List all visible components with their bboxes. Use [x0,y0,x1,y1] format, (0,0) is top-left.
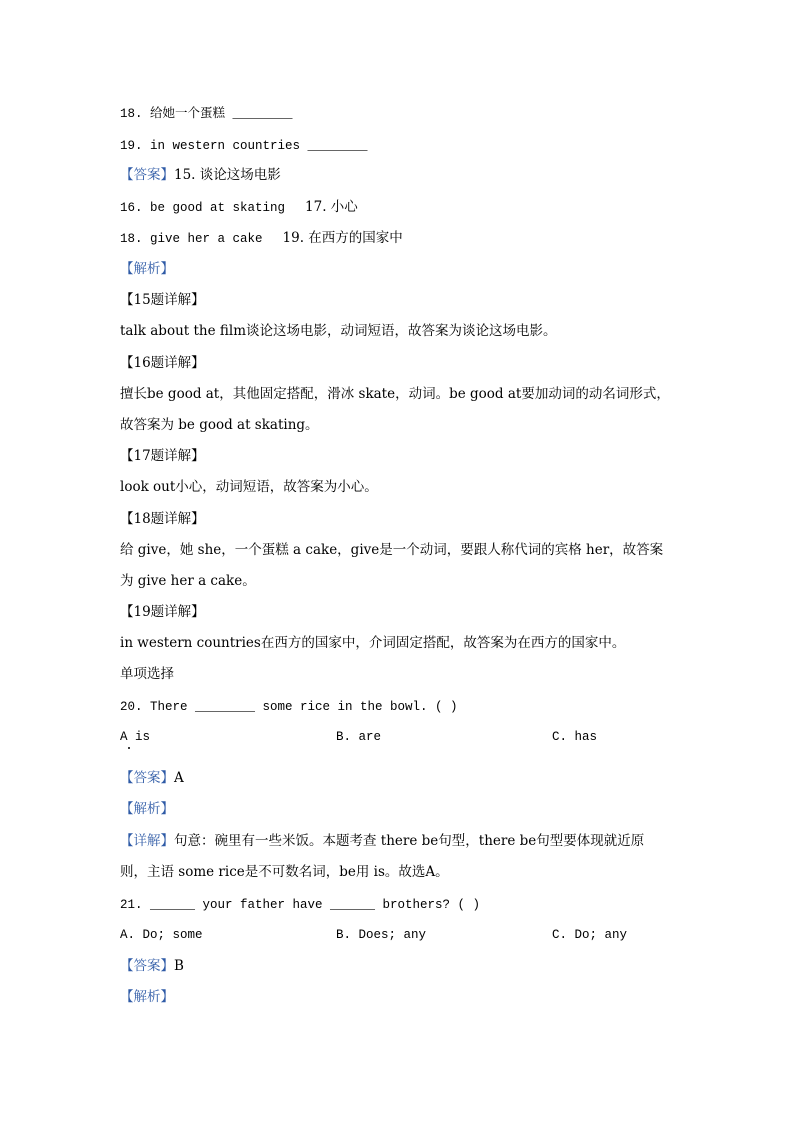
detail-heading-19: 【19题详解】 [120,604,205,620]
option-20-b: B. are [336,730,382,744]
detail-heading-18: 【18题详解】 [120,511,205,527]
detail-20-text: 句意：碗里有一些米饭。本题考查 there be句型，there be句型要体现就近原 [174,833,645,849]
option-21-b: B. Does; any [336,928,427,942]
answer-17: 17. 小心 [305,199,358,215]
option-20-c: C. has [552,730,598,744]
option-21-a: A. Do; some [120,928,203,942]
detail-heading-15: 【15题详解】 [120,292,205,308]
answer-16: 16. be good at skating [120,201,286,215]
analysis-tag: 【解析】 [120,989,174,1005]
question-19: 19. in western countries ________ [120,139,368,153]
question-20: 20. There ________ some rice in the bowl. ( ) [120,700,458,714]
answer-20: A [174,770,184,786]
answer-tag: 【答案】 [120,167,174,183]
answer-tag: 【答案】 [120,958,174,974]
option-20-a: A is [120,730,151,744]
detail-heading-16: 【16题详解】 [120,355,205,371]
detail-20-line-2: 则，主语 some rice是不可数名词，be用 is。故选A。 [120,864,449,880]
underdot [128,747,130,749]
answer-21: B [174,958,184,974]
detail-15: talk about the film谈论这场电影，动词短语，故答案为谈论这场电影。 [120,323,557,339]
option-21-c: C. Do; any [552,928,628,942]
detail-20-line-1 [120,832,644,850]
answer-line-21 [120,957,184,975]
detail-19: in western countries在西方的国家中，介词固定搭配，故答案为在西方的国家中。 [120,635,626,651]
question-21: 21. ______ your father have ______ brothers? ( ) [120,898,481,912]
answer-line-20 [120,769,184,787]
detail-17: look out小心，动词短语，故答案为小心。 [120,479,378,495]
answer-line-18-19 [120,229,403,248]
analysis-tag: 【解析】 [120,801,174,817]
detail-tag: 【详解】 [120,833,174,849]
answer-line-15 [120,166,281,184]
answer-15: 15. 谈论这场电影 [174,167,281,183]
question-18: 18. 给她一个蛋糕 ________ [120,107,293,121]
answer-18: 18. give her a cake [120,232,263,246]
answer-19: 19. 在西方的国家中 [282,230,403,246]
detail-16-line-1: 擅长be good at，其他固定搭配，滑冰 skate，动词。be good at要加动词的动名词形式， [120,386,670,402]
answer-tag: 【答案】 [120,770,174,786]
answer-line-16-17 [120,198,358,217]
section-title: 单项选择 [120,666,174,682]
detail-16-line-2: 故答案为 be good at skating。 [120,417,319,433]
detail-18-line-2: 为 give her a cake。 [120,573,256,589]
detail-heading-17: 【17题详解】 [120,448,205,464]
analysis-tag: 【解析】 [120,261,174,277]
detail-18-line-1: 给 give，她 she，一个蛋糕 a cake，give是一个动词，要跟人称代词的宾格 her，故答案 [120,542,664,558]
